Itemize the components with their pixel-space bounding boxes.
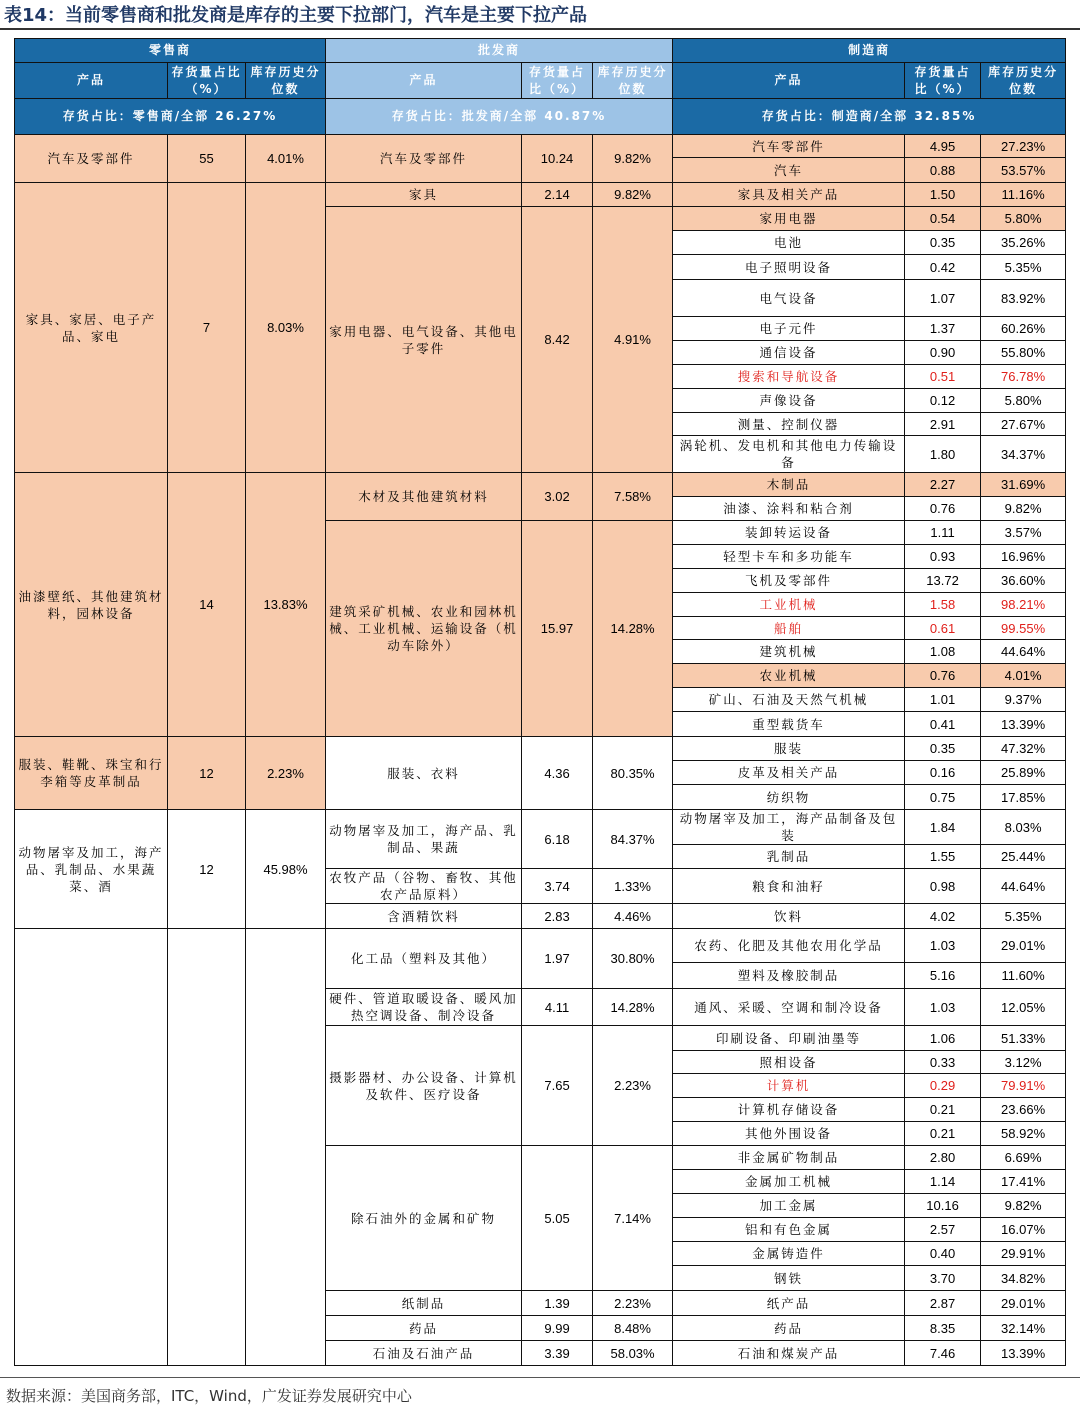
wholesale-product: 除石油外的金属和矿物 xyxy=(326,1146,522,1291)
manufacturer-share: 1.80 xyxy=(905,436,981,473)
manufacturer-share: 1.06 xyxy=(905,1026,981,1051)
wholesale-product: 摄影器材、办公设备、计算机及软件、医疗设备 xyxy=(326,1026,522,1146)
wholesale-share: 10.24 xyxy=(522,135,593,183)
table-row xyxy=(15,135,1066,158)
manufacturer-share: 13.72 xyxy=(905,569,981,593)
manufacturer-percentile: 9.37% xyxy=(981,688,1066,712)
retail-share: 12 xyxy=(168,810,246,929)
manufacturer-share: 2.87 xyxy=(905,1291,981,1316)
manufacturer-product: 装卸转运设备 xyxy=(673,521,905,545)
wholesale-share: 2.14 xyxy=(522,183,593,207)
manufacturer-percentile: 76.78% xyxy=(981,365,1066,389)
manufacturer-percentile: 16.96% xyxy=(981,545,1066,569)
manufacturer-percentile: 47.32% xyxy=(981,737,1066,761)
manufacturer-product: 非金属矿物制品 xyxy=(673,1146,905,1170)
wholesale-share: 3.74 xyxy=(522,869,593,904)
manufacturer-share: 0.21 xyxy=(905,1122,981,1146)
manufacturer-product: 计算机存储设备 xyxy=(673,1098,905,1122)
wholesale-percentile: 1.33% xyxy=(593,869,673,904)
manufacturer-product: 汽车 xyxy=(673,158,905,183)
manufacturer-product: 钢铁 xyxy=(673,1266,905,1291)
manufacturer-percentile: 11.16% xyxy=(981,183,1066,207)
manufacturer-percentile: 36.60% xyxy=(981,569,1066,593)
retail-empty-cell xyxy=(168,929,246,1366)
wholesale-percentile: 2.23% xyxy=(593,1026,673,1146)
table-row xyxy=(15,473,1066,497)
table-title: 表14：当前零售商和批发商是库存的主要下拉部门，汽车是主要下拉产品 xyxy=(4,5,588,26)
manufacturer-product: 服装 xyxy=(673,737,905,761)
manufacturer-share: 0.93 xyxy=(905,545,981,569)
wholesale-share: 6.18 xyxy=(522,810,593,869)
retail-percentile: 45.98% xyxy=(246,810,326,929)
manufacturer-share: 1.03 xyxy=(905,989,981,1026)
manufacturer-share: 0.90 xyxy=(905,341,981,365)
manufacturer-share: 0.33 xyxy=(905,1051,981,1074)
manufacturer-product: 涡轮机、发电机和其他电力传输设备 xyxy=(673,436,905,473)
manufacturer-share: 1.84 xyxy=(905,810,981,845)
manufacturer-share: 0.12 xyxy=(905,389,981,413)
manufacturer-product: 重型载货车 xyxy=(673,712,905,737)
manufacturer-product: 油漆、涂料和粘合剂 xyxy=(673,497,905,521)
wholesale-percentile: 7.14% xyxy=(593,1146,673,1291)
manufacturer-percentile: 25.44% xyxy=(981,845,1066,869)
manufacturer-product: 金属加工机械 xyxy=(673,1170,905,1194)
manufacturer-percentile: 6.69% xyxy=(981,1146,1066,1170)
manufacturer-percentile: 5.35% xyxy=(981,255,1066,280)
manufacturer-share: 0.16 xyxy=(905,761,981,785)
wholesale-share: 15.97 xyxy=(522,521,593,737)
wholesale-percentile: 2.23% xyxy=(593,1291,673,1316)
wholesale-share: 5.05 xyxy=(522,1146,593,1291)
manufacturer-share: 7.46 xyxy=(905,1341,981,1366)
manufacturer-product: 测量、控制仪器 xyxy=(673,413,905,436)
manufacturer-percentile: 5.35% xyxy=(981,904,1066,929)
retail-share: 14 xyxy=(168,473,246,737)
manufacturer-percentile: 29.91% xyxy=(981,1242,1066,1266)
manufacturer-percentile: 32.14% xyxy=(981,1316,1066,1341)
manufacturer-percentile: 29.01% xyxy=(981,1291,1066,1316)
wholesale-share: 9.99 xyxy=(522,1316,593,1341)
manufacturer-product: 皮革及相关产品 xyxy=(673,761,905,785)
manufacturer-percentile: 8.03% xyxy=(981,810,1066,845)
manufacturer-product: 纸产品 xyxy=(673,1291,905,1316)
wholesale-product: 石油及石油产品 xyxy=(326,1341,522,1366)
retail-product: 家具、家居、电子产品、家电 xyxy=(15,183,168,473)
manufacturer-product: 动物屠宰及加工，海产品制备及包装 xyxy=(673,810,905,845)
manufacturer-product: 船舶 xyxy=(673,617,905,640)
retail-empty-cell xyxy=(246,929,326,1366)
wholesale-percentile: 80.35% xyxy=(593,737,673,810)
manufacturer-product: 计算机 xyxy=(673,1074,905,1098)
table-row xyxy=(15,183,1066,207)
manufacturer-product: 乳制品 xyxy=(673,845,905,869)
manufacturer-product: 加工金属 xyxy=(673,1194,905,1218)
wholesale-share: 4.36 xyxy=(522,737,593,810)
manufacturer-product: 药品 xyxy=(673,1316,905,1341)
manufacturer-share: 0.75 xyxy=(905,785,981,810)
manufacturer-percentile: 12.05% xyxy=(981,989,1066,1026)
table-row xyxy=(15,810,1066,845)
wholesale-percentile: 7.58% xyxy=(593,473,673,521)
manufacturer-product: 印刷设备、印刷油墨等 xyxy=(673,1026,905,1051)
manufacturer-share: 0.35 xyxy=(905,231,981,255)
wholesale-product: 家用电器、电气设备、其他电子零件 xyxy=(326,207,522,473)
wholesale-product: 木材及其他建筑材料 xyxy=(326,473,522,521)
footer-divider xyxy=(0,1377,1080,1378)
manufacturer-product: 电池 xyxy=(673,231,905,255)
manufacturer-percentile: 98.21% xyxy=(981,593,1066,617)
manufacturer-share: 0.76 xyxy=(905,664,981,688)
manufacturer-share: 0.41 xyxy=(905,712,981,737)
manufacturer-percentile: 44.64% xyxy=(981,869,1066,904)
retail-share-header: 存货量占比（%） xyxy=(168,63,246,99)
manufacturer-percentile: 83.92% xyxy=(981,280,1066,317)
wholesale-product: 纸制品 xyxy=(326,1291,522,1316)
manufacturer-product-header: 产品 xyxy=(673,63,905,99)
wholesale-percentile: 14.28% xyxy=(593,521,673,737)
manufacturer-share: 0.21 xyxy=(905,1098,981,1122)
manufacturer-share: 2.57 xyxy=(905,1218,981,1242)
manufacturer-share: 3.70 xyxy=(905,1266,981,1291)
manufacturer-share: 1.14 xyxy=(905,1170,981,1194)
manufacturer-percentile: 27.67% xyxy=(981,413,1066,436)
manufacturer-percentile: 17.41% xyxy=(981,1170,1066,1194)
manufacturer-share: 1.08 xyxy=(905,640,981,664)
wholesale-percentile: 4.46% xyxy=(593,904,673,929)
manufacturer-product: 飞机及零部件 xyxy=(673,569,905,593)
manufacturer-product: 金属铸造件 xyxy=(673,1242,905,1266)
retail-group-header: 零售商 xyxy=(15,39,326,63)
manufacturer-product: 农业机械 xyxy=(673,664,905,688)
manufacturer-product: 搜索和导航设备 xyxy=(673,365,905,389)
wholesale-product: 建筑采矿机械、农业和园林机械、工业机械、运输设备（机动车除外） xyxy=(326,521,522,737)
wholesale-share: 1.97 xyxy=(522,929,593,989)
manufacturer-share: 10.16 xyxy=(905,1194,981,1218)
manufacturer-product: 工业机械 xyxy=(673,593,905,617)
manufacturer-product: 其他外围设备 xyxy=(673,1122,905,1146)
wholesale-percentile: 9.82% xyxy=(593,135,673,183)
manufacturer-share: 1.55 xyxy=(905,845,981,869)
manufacturer-percentile: 16.07% xyxy=(981,1218,1066,1242)
wholesale-inventory-share: 存货占比：批发商/全部 40.87% xyxy=(326,99,673,135)
wholesale-product: 药品 xyxy=(326,1316,522,1341)
wholesale-product-header: 产品 xyxy=(326,63,522,99)
manufacturer-product: 塑料及橡胶制品 xyxy=(673,963,905,989)
manufacturer-percentile: 9.82% xyxy=(981,497,1066,521)
retail-inventory-share: 存货占比：零售商/全部 26.27% xyxy=(15,99,326,135)
manufacturer-percentile: 5.80% xyxy=(981,207,1066,231)
wholesale-share: 8.42 xyxy=(522,207,593,473)
manufacturer-product: 农药、化肥及其他农用化学品 xyxy=(673,929,905,963)
manufacturer-percentile: 11.60% xyxy=(981,963,1066,989)
wholesale-share-header: 存货量占比（%） xyxy=(522,63,593,99)
wholesale-percentile: 14.28% xyxy=(593,989,673,1026)
wholesale-product: 农牧产品（谷物、畜牧、其他农产品原料） xyxy=(326,869,522,904)
manufacturer-share: 0.98 xyxy=(905,869,981,904)
retail-product: 服装、鞋靴、珠宝和行李箱等皮革制品 xyxy=(15,737,168,810)
manufacturer-share: 2.80 xyxy=(905,1146,981,1170)
manufacturer-share: 0.61 xyxy=(905,617,981,640)
retail-product: 动物屠宰及加工，海产品、乳制品、水果蔬菜、酒 xyxy=(15,810,168,929)
manufacturer-product: 汽车零部件 xyxy=(673,135,905,158)
manufacturer-share: 1.01 xyxy=(905,688,981,712)
retail-product-header: 产品 xyxy=(15,63,168,99)
manufacturer-share: 0.51 xyxy=(905,365,981,389)
manufacturer-share: 0.40 xyxy=(905,1242,981,1266)
manufacturer-percentile: 58.92% xyxy=(981,1122,1066,1146)
manufacturer-percentile: 27.23% xyxy=(981,135,1066,158)
manufacturer-product: 轻型卡车和多功能车 xyxy=(673,545,905,569)
wholesale-product: 含酒精饮料 xyxy=(326,904,522,929)
retail-share: 12 xyxy=(168,737,246,810)
manufacturer-percentile: 53.57% xyxy=(981,158,1066,183)
manufacturer-share: 5.16 xyxy=(905,963,981,989)
inventory-table xyxy=(14,38,1066,1366)
manufacturer-product: 铝和有色金属 xyxy=(673,1218,905,1242)
manufacturer-share: 2.27 xyxy=(905,473,981,497)
manufacturer-percentile: 3.12% xyxy=(981,1051,1066,1074)
wholesale-percentile: 4.91% xyxy=(593,207,673,473)
retail-percentile: 4.01% xyxy=(246,135,326,183)
manufacturer-product: 电子元件 xyxy=(673,317,905,341)
manufacturer-share: 4.95 xyxy=(905,135,981,158)
wholesale-percentile: 58.03% xyxy=(593,1341,673,1366)
manufacturer-percentile: 99.55% xyxy=(981,617,1066,640)
manufacturer-share-header: 存货量占比（%） xyxy=(905,63,981,99)
manufacturer-percentile: 55.80% xyxy=(981,341,1066,365)
manufacturer-percentile: 9.82% xyxy=(981,1194,1066,1218)
retail-percentile-header: 库存历史分位数 xyxy=(246,63,326,99)
manufacturer-share: 2.91 xyxy=(905,413,981,436)
manufacturer-product: 粮食和油籽 xyxy=(673,869,905,904)
manufacturer-percentile: 79.91% xyxy=(981,1074,1066,1098)
manufacturer-percentile: 17.85% xyxy=(981,785,1066,810)
retail-percentile: 8.03% xyxy=(246,183,326,473)
manufacturer-percentile: 34.37% xyxy=(981,436,1066,473)
wholesale-share: 1.39 xyxy=(522,1291,593,1316)
manufacturer-share: 1.58 xyxy=(905,593,981,617)
source-note: 数据来源：美国商务部，ITC，Wind，广发证券发展研究中心 xyxy=(6,1387,412,1405)
manufacturer-product: 家用电器 xyxy=(673,207,905,231)
wholesale-group-header: 批发商 xyxy=(326,39,673,63)
manufacturer-percentile: 13.39% xyxy=(981,712,1066,737)
manufacturer-product: 电子照明设备 xyxy=(673,255,905,280)
manufacturer-product: 通风、采暖、空调和制冷设备 xyxy=(673,989,905,1026)
wholesale-product: 服装、衣料 xyxy=(326,737,522,810)
manufacturer-product: 建筑机械 xyxy=(673,640,905,664)
manufacturer-share: 0.42 xyxy=(905,255,981,280)
wholesale-percentile: 84.37% xyxy=(593,810,673,869)
manufacturer-product: 饮料 xyxy=(673,904,905,929)
wholesale-share: 3.39 xyxy=(522,1341,593,1366)
wholesale-percentile: 30.80% xyxy=(593,929,673,989)
manufacturer-percentile: 60.26% xyxy=(981,317,1066,341)
manufacturer-inventory-share: 存货占比：制造商/全部 32.85% xyxy=(673,99,1066,135)
manufacturer-percentile: 13.39% xyxy=(981,1341,1066,1366)
manufacturer-percentile: 44.64% xyxy=(981,640,1066,664)
manufacturer-product: 家具及相关产品 xyxy=(673,183,905,207)
manufacturer-percentile: 35.26% xyxy=(981,231,1066,255)
wholesale-share: 7.65 xyxy=(522,1026,593,1146)
manufacturer-percentile: 23.66% xyxy=(981,1098,1066,1122)
manufacturer-product: 石油和煤炭产品 xyxy=(673,1341,905,1366)
wholesale-product: 硬件、管道取暖设备、暖风加热空调设备、制冷设备 xyxy=(326,989,522,1026)
manufacturer-share: 1.03 xyxy=(905,929,981,963)
manufacturer-percentile: 5.80% xyxy=(981,389,1066,413)
wholesale-product: 动物屠宰及加工，海产品、乳制品、果蔬 xyxy=(326,810,522,869)
wholesale-product: 汽车及零部件 xyxy=(326,135,522,183)
wholesale-percentile: 9.82% xyxy=(593,183,673,207)
manufacturer-percentile: 3.57% xyxy=(981,521,1066,545)
retail-share: 55 xyxy=(168,135,246,183)
retail-share: 7 xyxy=(168,183,246,473)
manufacturer-percentile: 25.89% xyxy=(981,761,1066,785)
retail-product: 汽车及零部件 xyxy=(15,135,168,183)
manufacturer-share: 8.35 xyxy=(905,1316,981,1341)
wholesale-share: 2.83 xyxy=(522,904,593,929)
manufacturer-share: 0.76 xyxy=(905,497,981,521)
manufacturer-product: 纺织物 xyxy=(673,785,905,810)
manufacturer-share: 1.37 xyxy=(905,317,981,341)
manufacturer-share: 1.50 xyxy=(905,183,981,207)
manufacturer-share: 4.02 xyxy=(905,904,981,929)
wholesale-share: 4.11 xyxy=(522,989,593,1026)
manufacturer-share: 1.07 xyxy=(905,280,981,317)
manufacturer-product: 电气设备 xyxy=(673,280,905,317)
wholesale-product: 家具 xyxy=(326,183,522,207)
retail-percentile: 13.83% xyxy=(246,473,326,737)
manufacturer-percentile: 31.69% xyxy=(981,473,1066,497)
manufacturer-share: 0.35 xyxy=(905,737,981,761)
manufacturer-product: 木制品 xyxy=(673,473,905,497)
manufacturer-product: 矿山、石油及天然气机械 xyxy=(673,688,905,712)
retail-product: 油漆壁纸、其他建筑材料，园林设备 xyxy=(15,473,168,737)
manufacturer-share: 0.88 xyxy=(905,158,981,183)
table-row xyxy=(15,929,1066,963)
manufacturer-percentile: 34.82% xyxy=(981,1266,1066,1291)
manufacturer-share: 0.29 xyxy=(905,1074,981,1098)
wholesale-product: 化工品（塑料及其他） xyxy=(326,929,522,989)
manufacturer-percentile: 29.01% xyxy=(981,929,1066,963)
table-row xyxy=(15,737,1066,761)
manufacturer-product: 声像设备 xyxy=(673,389,905,413)
manufacturer-share: 0.54 xyxy=(905,207,981,231)
manufacturer-percentile: 4.01% xyxy=(981,664,1066,688)
retail-empty-cell xyxy=(15,929,168,1366)
wholesale-percentile: 8.48% xyxy=(593,1316,673,1341)
manufacturer-percentile-header: 库存历史分位数 xyxy=(981,63,1066,99)
manufacturer-product: 照相设备 xyxy=(673,1051,905,1074)
manufacturer-share: 1.11 xyxy=(905,521,981,545)
wholesale-percentile-header: 库存历史分位数 xyxy=(593,63,673,99)
manufacturer-product: 通信设备 xyxy=(673,341,905,365)
title-divider xyxy=(0,28,1080,30)
manufacturer-group-header: 制造商 xyxy=(673,39,1066,63)
manufacturer-percentile: 51.33% xyxy=(981,1026,1066,1051)
wholesale-share: 3.02 xyxy=(522,473,593,521)
retail-percentile: 2.23% xyxy=(246,737,326,810)
